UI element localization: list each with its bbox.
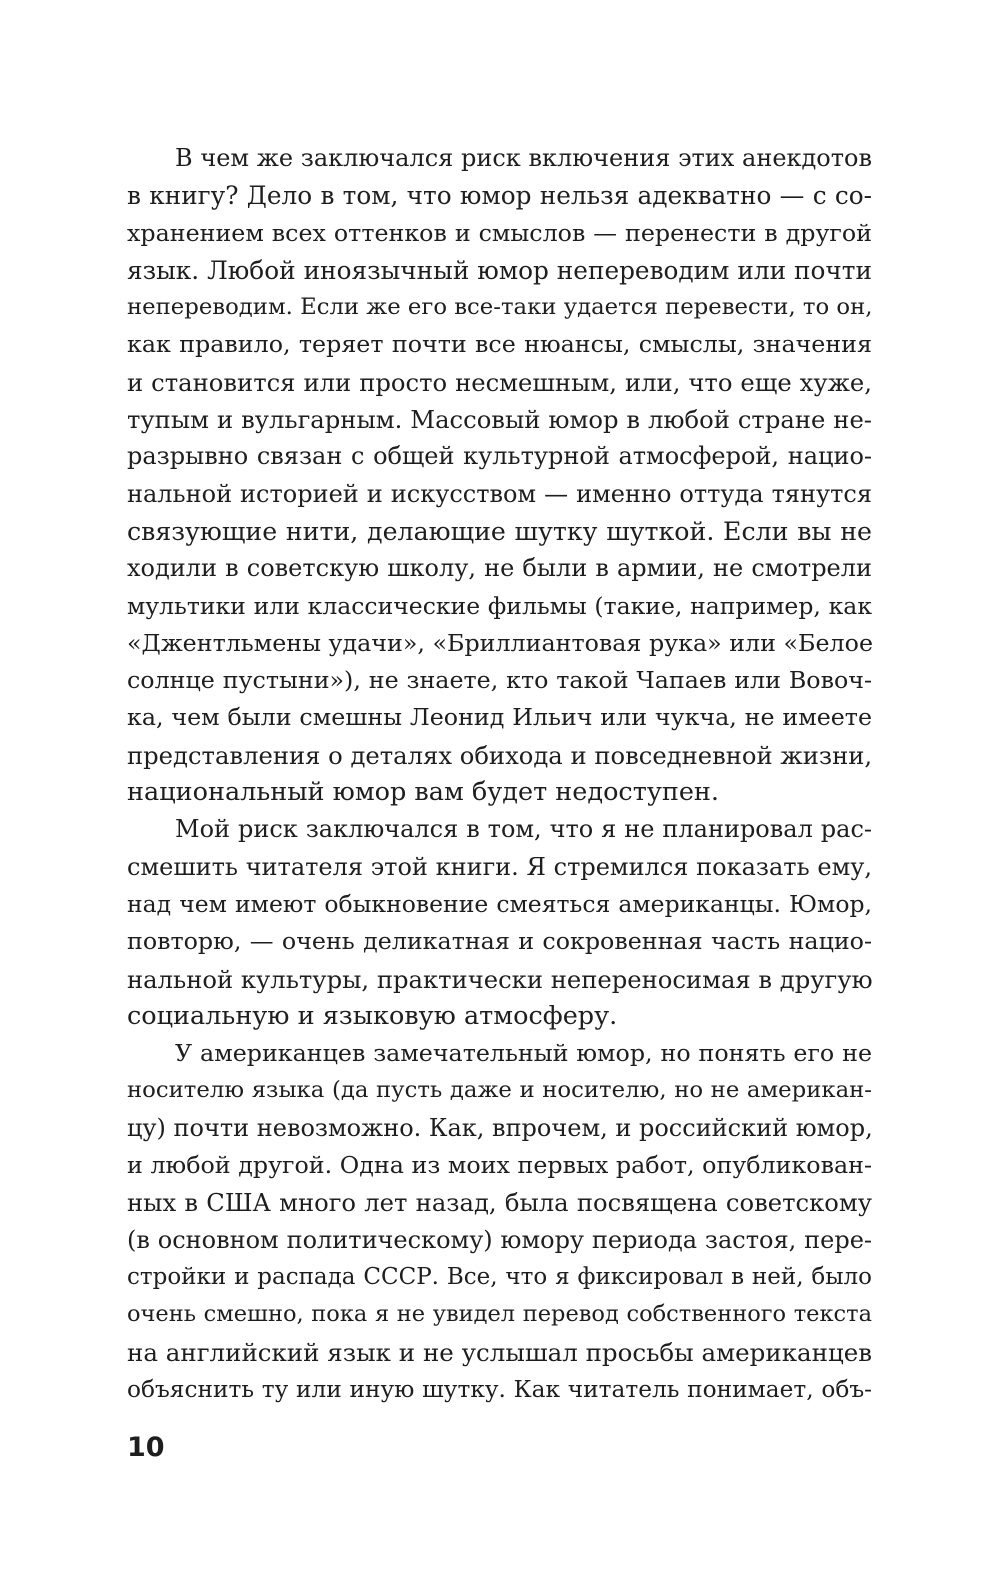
text-line: смешить читателя этой книги. Я стремился показать ему, [127,852,872,881]
paragraph-1 [127,140,872,811]
text-line: носителю языка (да пусть даже и носителю, но не американ- [127,1077,872,1104]
text-line: (в основном политическому) юмору периода застоя, пере- [127,1225,872,1254]
paragraph-2 [127,811,872,1035]
text-line: национальный юмор вам будет недоступен. [127,777,720,808]
text-line: непереводим. Если же его все-таки удается перевести, то он, [127,294,873,321]
body-text [127,140,872,1408]
text-line: ных в США много лет назад, была посвящена советскому [127,1188,872,1218]
text-line: как правило, теряет почти все нюансы, смыслы, значения [127,330,872,359]
text-line: стройки и распада СССР. Все, что я фиксировал в ней, было [127,1263,872,1290]
text-line: язык. Любой иноязычный юмор непереводим или почти [127,255,872,285]
text-line: тупым и вульгарным. Массовый юмор в любой стране не- [127,405,872,435]
text-line: в книгу? Дело в том, что юмор нельзя адекватно — с со- [127,181,872,211]
text-line: повторю, — очень деликатная и сокровенная часть нацио- [127,927,872,956]
text-line: на английский язык и не услышал просьбы американцев [127,1337,872,1367]
text-line: и становится или просто несмешным, или, что еще хуже, [127,367,872,397]
text-line: цу) почти невозможно. Как, впрочем, и российский юмор, [127,1113,873,1142]
text-line: «Джентльмены удачи», «Бриллиантовая рука» или «Белое [127,628,874,657]
text-line: нальной историей и искусством — именно оттуда тянутся [127,479,872,508]
text-line: ходили в советскую школу, не были в армии, не смотрели [127,554,872,583]
text-line: социальную и языковую атмосферу. [127,1000,618,1031]
text-line: над чем имеют обыкновение смеяться американцы. Юмор, [127,889,872,918]
text-line: Мой риск заключался в том, что я не планировал рас- [175,815,872,844]
page-number: 10 [127,1432,165,1463]
text-line: В чем же заключался риск включения этих анекдотов [175,144,872,172]
text-line: связующие нити, делающие шутку шуткой. Если вы не [127,516,872,546]
text-line: очень смешно, пока я не увидел перевод собственного текста [127,1301,872,1328]
text-line: ка, чем были смешны Леонид Ильич или чукча, не имеете [127,703,872,732]
text-line: разрывно связан с общей культурной атмосферой, нацио- [127,442,872,471]
text-line: солнце пустыни»), не знаете, кто такой Чапаев или Вовоч- [127,666,872,695]
text-line: мультики или классические фильмы (такие, например, как [127,591,872,620]
paragraph-3 [127,1035,872,1408]
text-line: представления о деталях обихода и повседневной жизни, [127,740,873,770]
text-line: и любой другой. Одна из моих первых работ, опубликован- [127,1151,872,1180]
text-line: нальной культуры, практически непереносимая в другую [127,964,873,994]
text-line: У американцев замечательный юмор, но понять его не [175,1039,872,1068]
text-line: объяснить ту или иную шутку. Как читатель понимает, объ- [127,1375,872,1403]
text-line: хранением всех оттенков и смыслов — перенести в другой [127,218,872,247]
